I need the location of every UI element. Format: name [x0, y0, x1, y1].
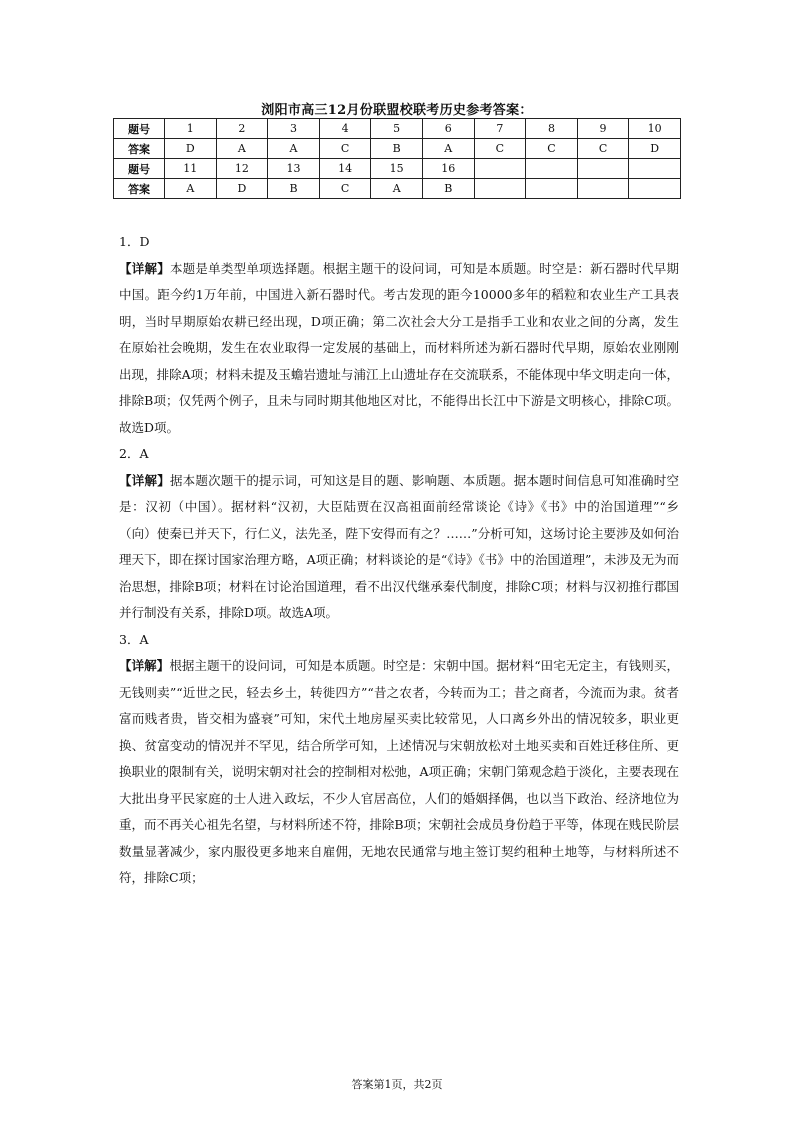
table-cell: C	[319, 139, 371, 159]
question-explanation	[119, 653, 679, 892]
table-cell	[629, 159, 681, 179]
row-header: 答案	[114, 179, 165, 199]
row-header: 题号	[114, 119, 165, 139]
table-cell: B	[268, 179, 320, 199]
table-cell: 16	[422, 159, 474, 179]
table-cell: C	[474, 139, 526, 159]
table-cell: A	[268, 139, 320, 159]
table-cell: C	[319, 179, 371, 199]
question-number: 3．A	[119, 631, 149, 647]
table-cell: 13	[268, 159, 320, 179]
table-row	[114, 139, 681, 159]
table-cell: 2	[216, 119, 268, 139]
table-cell: D	[216, 179, 268, 199]
row-header: 题号	[114, 159, 165, 179]
table-row	[114, 179, 681, 199]
explanation-text: 本题是单类型单项选择题。根据主题干的设问词，可知是本质题。时空是：新石器时代早期中国。距今约1万年前，中国进入新石器时代。考古发现的距今10000多年的稻粒和农业生产工具表明，当时早期原始农耕已经出现，D项正确；第二次社会大分工是指手工业和农业之间的分离，发生在原始社会晚期，发生在农业取得一定发展的基础上，而材料所述为新石器时代早期，原始农业刚刚出现，排除A项；材料未提及玉蟾岩遗址与浦江上山遗址存在交流联系，不能体现中华文明走向一体，排除B项；仅凭两个例子，且未与同时期其他地区对比，不能得出长江中下游是文明核心，排除C项。故选D项。	[119, 260, 679, 435]
table-cell: D	[165, 139, 217, 159]
table-cell: 9	[577, 119, 629, 139]
answer-explanations	[119, 229, 679, 892]
table-cell	[629, 179, 681, 199]
table-cell: 12	[216, 159, 268, 179]
table-cell	[526, 179, 578, 199]
table-cell: 14	[319, 159, 371, 179]
table-cell	[577, 179, 629, 199]
explanation-text: 根据主题干的设问词，可知是本质题。时空是：宋朝中国。据材料“田宅无定主，有钱则买，无钱则卖”“近世之民，轻去乡土，转徙四方”“昔之农者，今转而为工；昔之商者，今流而为隶。贫者富而贱者贵，皆交相为盛衰”可知，宋代土地房屋买卖比较常见，人口离乡外出的情况较多，职业更换、贫富变动的情况并不罕见，结合所学可知，上述情况与宋朝放松对土地买卖和百姓迁移住所、更换职业的限制有关，说明宋朝对社会的控制相对松弛，A项正确；宋朝门第观念趋于淡化，主要表现在大批出身平民家庭的士人进入政坛，不少人官居高位，人们的婚姻择偶，也以当下政治、经济地位为重，而不再关心祖先名望，与材料所述不符，排除B项；宋朝社会成员身份趋于平等，体现在贱民阶层数量显著减少，家内服役更多地来自雇佣，无地农民通常与地主签订契约租种土地等，与材料所述不符，排除C项；	[119, 658, 679, 885]
table-cell: A	[165, 179, 217, 199]
table-cell: 15	[371, 159, 423, 179]
page-title: 浏阳市高三12月份联盟校联考历史参考答案：	[261, 103, 533, 118]
question-number: 2．A	[119, 446, 149, 461]
explanation-text: 据本题次题干的提示词，可知这是目的题、影响题、本质题。据本题时间信息可知准确时空是：汉初（中国）。据材料“汉初，大臣陆贾在汉高祖面前经常谈论《诗》《书》中的治国道理”“乡（向）使秦已并天下，行仁义，法先圣，陛下安得而有之？……”分析可知，这场讨论主要涉及如何治理天下，即在探讨国家治理方略，A项正确；材料谈论的是“《诗》《书》中的治国道理”，未涉及无为而治思想，排除B项；材料在讨论治国道理，看不出汉代继承秦代制度，排除C项；材料与汉初推行郡国并行制没有关系，排除D项。故选A项。	[119, 472, 679, 620]
table-cell: 4	[319, 119, 371, 139]
detail-label: 【详解】	[119, 472, 170, 488]
table-cell: 11	[165, 159, 217, 179]
table-cell: 5	[371, 119, 423, 139]
table-cell: 1	[165, 119, 217, 139]
table-cell	[577, 159, 629, 179]
table-cell: A	[422, 139, 474, 159]
table-row	[114, 159, 681, 179]
detail-label: 【详解】	[119, 260, 170, 276]
table-cell: B	[422, 179, 474, 199]
question-explanation	[119, 468, 679, 627]
table-cell: D	[629, 139, 681, 159]
table-cell	[474, 179, 526, 199]
table-cell: 8	[526, 119, 578, 139]
table-cell: C	[526, 139, 578, 159]
page-footer: 答案第1页，共2页	[351, 1078, 443, 1091]
detail-label: 【详解】	[119, 658, 170, 673]
table-cell: 7	[474, 119, 526, 139]
question-explanation	[119, 256, 679, 442]
row-header: 答案	[114, 139, 165, 159]
table-cell: 10	[629, 119, 681, 139]
table-cell: B	[371, 139, 423, 159]
table-cell	[526, 159, 578, 179]
answer-table	[113, 118, 681, 199]
table-cell: C	[577, 139, 629, 159]
table-cell: A	[371, 179, 423, 199]
table-cell: 6	[422, 119, 474, 139]
table-cell: 3	[268, 119, 320, 139]
table-cell: A	[216, 139, 268, 159]
table-row	[114, 119, 681, 139]
table-cell	[474, 159, 526, 179]
question-number: 1．D	[119, 234, 150, 249]
